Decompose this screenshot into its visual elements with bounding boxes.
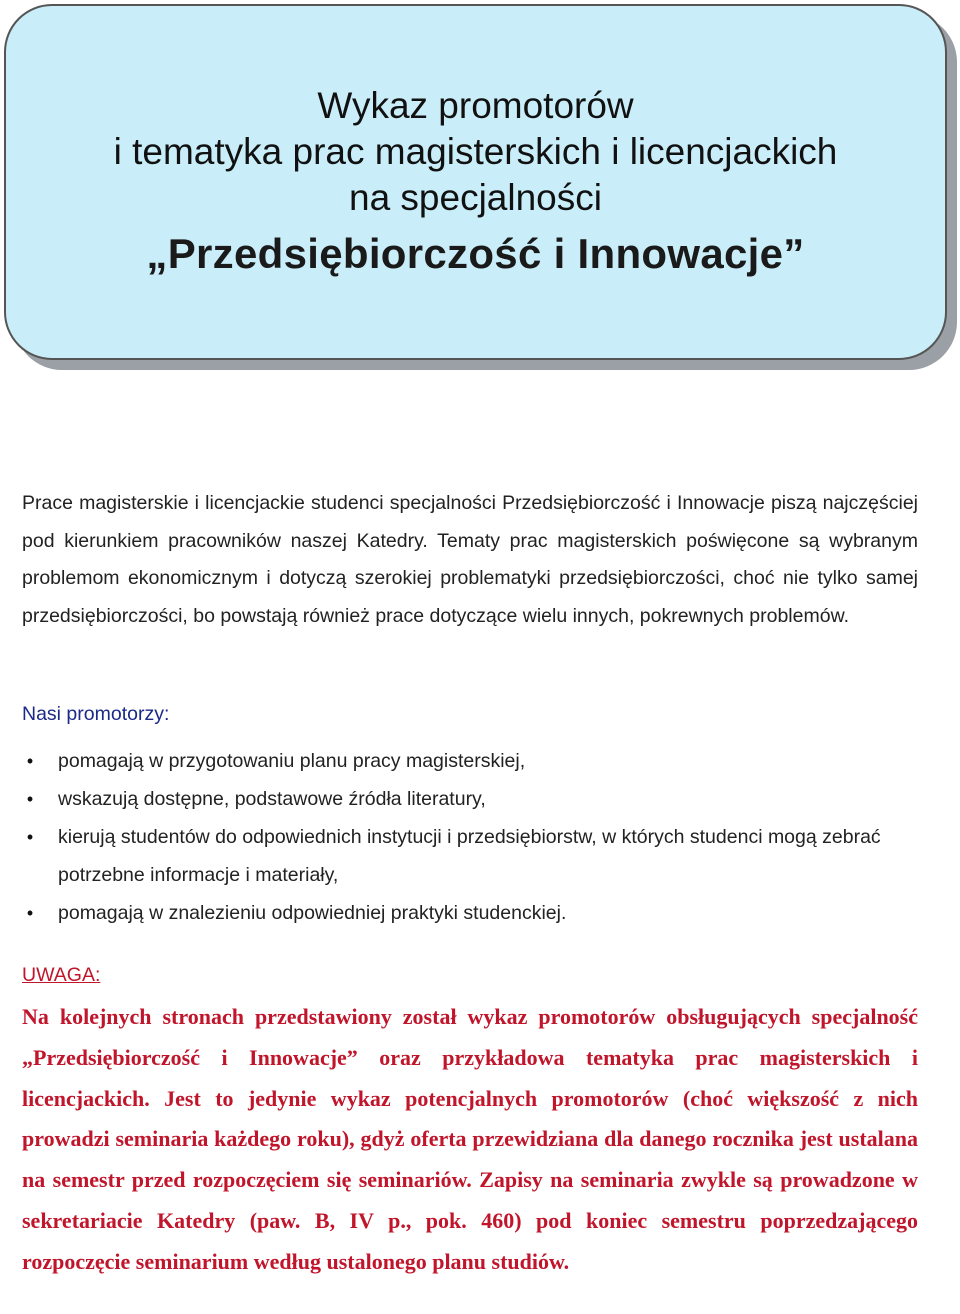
bullet-icon: •	[26, 751, 34, 771]
notice-label: UWAGA:	[22, 964, 101, 986]
list-item	[22, 742, 922, 780]
title-box	[4, 4, 947, 360]
title-line-2: i tematyka prac magisterskich i licencjackich	[113, 131, 838, 172]
bullet-icon: •	[26, 827, 34, 847]
bullet-icon: •	[26, 789, 34, 809]
intro-paragraph: Prace magisterskie i licencjackie studenci specjalności Przedsiębiorczość i Innowacje piszą najczęściej pod kierunkiem pracowników naszej Katedry. Tematy prac magisterskich poświęcone są wybranym problemom ekonomicznym i dotyczą szerokiej problematyki przedsiębiorczości, choć nie tylko samej przedsiębiorczości, bo powstają również prace dotyczące wielu innych, pokrewnych problemów.	[22, 492, 918, 627]
list-item-text: pomagają w przygotowaniu planu pracy magisterskiej,	[58, 750, 526, 772]
list-item	[22, 818, 922, 894]
title-line-3: na specjalności	[349, 177, 602, 218]
bullet-icon: •	[26, 903, 34, 923]
list-item-text: pomagają w znalezieniu odpowiedniej praktyki studenckiej.	[58, 902, 567, 924]
promoters-list	[22, 742, 922, 932]
list-item-text: wskazują dostępne, podstawowe źródła literatury,	[58, 788, 486, 810]
list-item	[22, 780, 922, 818]
list-item	[22, 894, 922, 932]
list-item-text: kierują studentów do odpowiednich instytucji i przedsiębiorstw, w których studenci mogą zebrać potrzebne informacje i materiały,	[58, 826, 881, 886]
notice-paragraph: Na kolejnych stronach przedstawiony został wykaz promotorów obsługujących specjalność „Przedsiębiorczość i Innowacje” oraz przykładowa tematyka prac magisterskich i licencjackich. Jest to jedynie wykaz potencjalnych promotorów (choć większość z nich prowadzi seminaria każdego roku), gdyż oferta przewidziana dla danego rocznika jest ustalana na semestr przed rozpoczęciem się seminariów. Zapisy na seminaria zwykle są prowadzone w sekretariacie Katedry (paw. B, IV p., pok. 460) pod koniec semestru poprzedzającego rozpoczęcie seminarium według ustalonego planu studiów.	[22, 1004, 918, 1274]
title-line-1: Wykaz promotorów	[317, 85, 634, 126]
specialization-name: „Przedsiębiorczość i Innowacje”	[146, 230, 805, 277]
promoters-heading: Nasi promotorzy:	[22, 703, 170, 725]
